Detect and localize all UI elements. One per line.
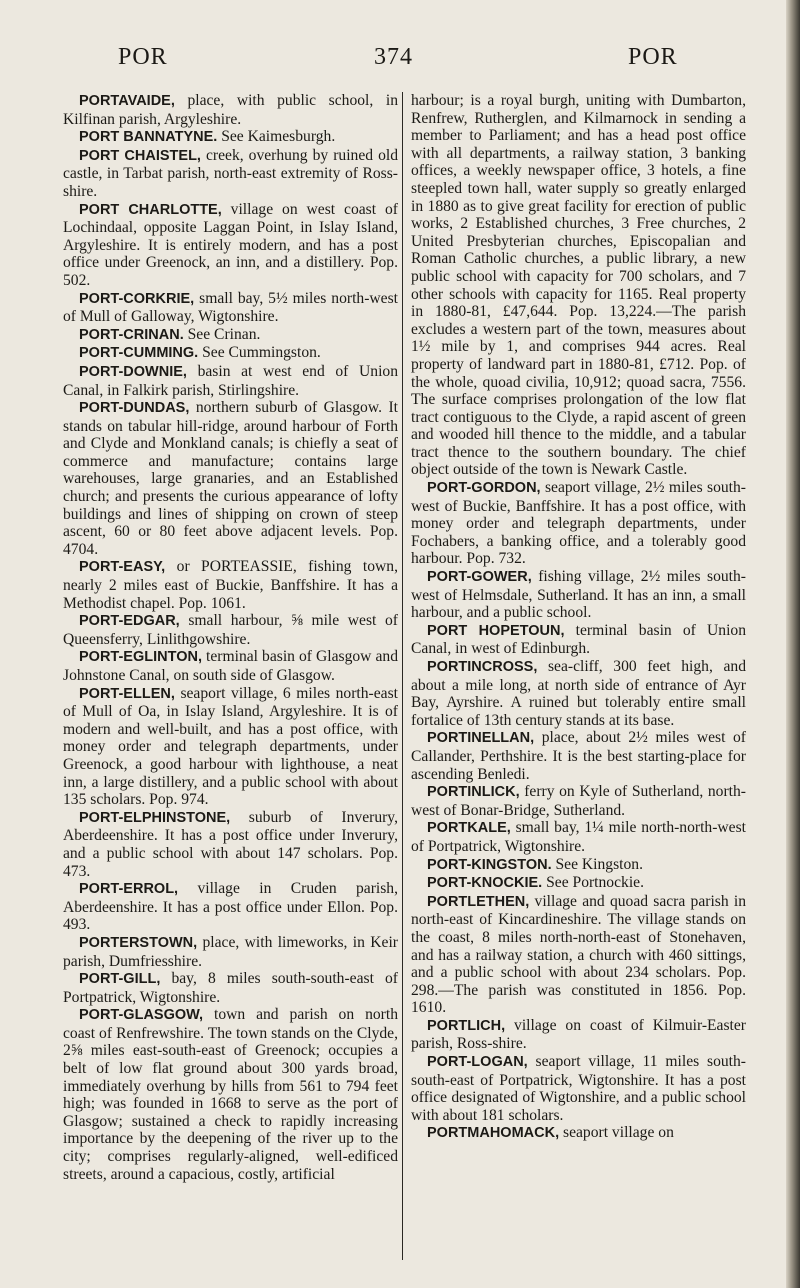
gazetteer-entry [63,558,398,612]
entry-headword: PORTLETHEN, [427,893,530,910]
gazetteer-entry [63,1006,398,1183]
gazetteer-entry [411,479,746,568]
entry-text: town and parish on north coast of Renfrewshire. The town stands on the Clyde, 2⅝ miles east-south-east of Greenock; occupies a belt of low flat ground about 300 yards broad, immediately overhung by hills from 561 to 794 feet high; was founded in 1668 to serve as the port of Glasgow; sustained a check to rapidly increasing importance by the deepening of the river up to the city; comprises regularly-aligned, well-edificed streets, around a capacious, costly, artificial [63,1006,398,1183]
entry-headword: PORTINELLAN, [427,730,535,747]
gazetteer-entry [63,344,398,363]
entry-headword: PORT-ELLEN, [79,685,175,702]
running-head-right: POR [628,44,678,70]
entry-headword: PORT-KNOCKIE. [427,875,543,892]
gazetteer-entry [63,685,398,809]
entry-headword: PORT-CORKRIE, [79,290,195,307]
gazetteer-entry [63,809,398,880]
entry-text: See Crinan. [183,325,261,343]
right-column [411,92,746,1143]
entry-text: See Kaimesburgh. [217,128,336,146]
entry-text: suburb of Inverury, Aberdeenshire. It has a post office under Inverury, and a public school with about 147 scholars. Pop. 473. [63,808,398,880]
gazetteer-entry [411,893,746,1017]
entry-text: place, with limeworks, in Keir parish, Dumfriesshire. [63,933,398,970]
entry-text: See Kingston. [551,855,644,873]
entry-headword: PORT-GORDON, [427,480,541,497]
entry-headword: PORT HOPETOUN, [427,622,565,639]
entry-headword: PORT-KINGSTON. [427,856,552,873]
gazetteer-entry [63,290,398,326]
entry-headword: PORT-EDGAR, [79,613,180,630]
entry-headword: PORTAVAIDE, [79,93,175,109]
gazetteer-entry [63,399,398,558]
entry-headword: PORT-LOGAN, [427,1054,528,1071]
entry-text: place, with public school, in Kilfinan parish, Argyleshire. [63,92,398,128]
gazetteer-entry [411,1017,746,1053]
entry-headword: PORT-DUNDAS, [79,400,190,417]
entry-text: small bay, 1¼ mile north-north-west of Portpatrick, Wigtonshire. [411,819,746,855]
entry-text: or PORTEASSIE, fishing town, nearly 2 miles east of Buckie, Banffshire. It has a Methodist chapel. Pop. 1061. [63,558,398,612]
gazetteer-entry [63,363,398,399]
entry-text: sea-cliff, 300 feet high, and about a mile long, at north side of entrance of Ayr Bay, Ayrshire. A ruined but tolerably entire small fortalice of 13th century stands at its base. [411,658,746,729]
entry-headword: PORTINCROSS, [427,659,538,675]
entry-headword: PORTLICH, [427,1017,506,1034]
entry-headword: PORT BANNATYNE. [79,129,218,146]
entry-headword: PORTERSTOWN, [79,934,198,951]
gazetteer-entry [411,783,746,819]
entry-text: small harbour, ⅝ mile west of Queensferry, Linlithgowshire. [63,612,398,648]
gazetteer-entry [411,92,746,479]
running-head-left: POR [118,44,168,70]
entry-headword: PORTINLICK, [427,784,520,801]
entry-text: seaport village, 11 miles south-south-east of Portpatrick, Wigtonshire. It has a post office designated of Wigtonshire, and a public school with about 181 scholars. [411,1053,746,1124]
gazetteer-entry [63,128,398,147]
column-divider [402,92,403,1260]
gazetteer-entry [411,658,746,729]
page-edge-shadow [786,0,800,1288]
entry-text: basin at west end of Union Canal, in Falkirk parish, Stirlingshire. [63,362,398,399]
entry-headword: PORT CHARLOTTE, [79,201,222,218]
entry-text: village and quoad sacra parish in north-east of Kincardineshire. The village stands on the coast, 8 miles north-north-east of Stonehaven, and has a railway station, a church with 460 sittings, and a public school with about 234 scholars. Pop. 298.—The parish was constituted in 1856. Pop. 1610. [411,892,746,1017]
entry-text: northern suburb of Glasgow. It stands on tabular hill-ridge, around harbour of Forth and Clyde and Monkland canals; is chiefly a seat of commerce and manufacture; contains large warehouses, large granaries, and an Established church; and presents the curious appearance of lofty buildings and lines of shipping on crown of steep ascent, 60 or 80 feet above adjacent levels. Pop. 4704. [63,399,398,558]
entry-text: See Portnockie. [542,874,644,892]
page-header [0,44,800,70]
entry-text: seaport village, 2½ miles south-west of Buckie, Banffshire. It has a post office, with money order and telegraph departments, under Fochabers, a banking office, and a tolerably good harbour. Pop. 732. [411,479,746,568]
entry-text: bay, 8 miles south-south-east of Portpatrick, Wigtonshire. [63,970,398,1006]
entry-text: terminal basin of Union Canal, in west of Edinburgh. [411,621,746,658]
gazetteer-entry [411,568,746,622]
entry-text: seaport village on [559,1124,674,1142]
gazetteer-entry [63,648,398,684]
entry-text: creek, overhung by ruined old castle, in Tarbat parish, north-east extremity of Ross-shire. [63,146,398,200]
entry-headword: PORTMAHOMACK, [427,1125,560,1142]
gazetteer-entry [411,622,746,658]
entry-headword: PORT-CRINAN. [79,326,184,343]
entry-text: See Cummingston. [198,344,321,362]
entry-headword: PORTKALE, [427,820,511,837]
entry-headword: PORT-ERROL, [79,881,179,898]
entry-text: seaport village, 6 miles north-east of Mull of Oa, in Islay Island, Argyleshire. It is of modern and well-built, and has a post office, with money order and telegraph departments, under Greenock, a good harbour with lighthouse, a neat inn, a large distillery, and a public school with about 135 scholars. Pop. 974. [63,684,398,809]
gazetteer-entry [411,874,746,893]
gazetteer-entry [63,612,398,648]
gazetteer-entry [63,934,398,970]
entry-text: village in Cruden parish, Aberdeenshire. It has a post office under Ellon. Pop. 493. [63,880,398,934]
page-number: 374 [374,44,413,70]
gazetteer-entry [63,880,398,934]
gazetteer-entry [411,856,746,875]
entry-headword: PORT-EASY, [79,559,166,576]
entry-headword: PORT-GOWER, [427,569,532,586]
gazetteer-entry [63,970,398,1006]
entry-text: village on west coast of Lochindaal, opposite Laggan Point, in Islay Island, Argyleshire. It is entirely modern, and has a post office under Greenock, an inn, and a distillery. Pop. 502. [63,200,398,289]
gazetteer-entry [63,201,398,290]
entry-headword: PORT-ELPHINSTONE, [79,809,231,826]
entry-headword: PORT CHAISTEL, [79,147,201,164]
entry-headword: PORT-DOWNIE, [79,363,187,380]
gazetteer-entry [63,92,398,128]
entry-headword: PORT-CUMMING. [79,345,199,362]
gazetteer-entry [411,819,746,855]
gazetteer-entry [411,1053,746,1124]
entry-headword: PORT-GILL, [79,971,161,988]
entry-headword: PORT-EGLINTON, [79,649,202,666]
entry-text: fishing village, 2½ miles south-west of Helmsdale, Sutherland. It has an inn, a small harbour, and a public school. [411,568,746,622]
entry-text: ferry on Kyle of Sutherland, north-west of Bonar-Bridge, Sutherland. [411,783,746,819]
gazetteer-entry [411,1124,746,1143]
entry-text: village on coast of Kilmuir-Easter parish, Ross-shire. [411,1016,746,1053]
entry-text: terminal basin of Glasgow and Johnstone Canal, on south side of Glasgow. [63,648,398,684]
entry-text: small bay, 5½ miles north-west of Mull of Galloway, Wigtonshire. [63,289,398,326]
entry-headword: PORT-GLASGOW, [79,1007,204,1024]
left-column [63,92,398,1183]
entry-text: harbour; is a royal burgh, uniting with Dumbarton, Renfrew, Rutherglen, and Kilmarnock in sending a member to Parliament; and has a head post office with all departments, a railway station, 3 banking offices, a weekly newspaper office, 3 hotels, a fine steepled town hall, water supply so greatly enlarged in 1880 as to give great facility for erection of public works, 2 Established churches, 3 Free churches, 2 United Presbyterian churches, Episcopalian and Roman Catholic churches, a public library, a new public school with capacity for 700 scholars, and 7 other schools with capacity for 1165. Real property in 1880-81, £47,644. Pop. 13,224.—The parish excludes a western part of the town, measures about 1½ mile by 1, and comprises 944 acres. Real property of landward part in 1880-81, £712. Pop. of the whole, quoad civilia, 10,912; quoad sacra, 7556. The surface comprises prolongation of the low flat tract contiguous to the Clyde, a rapid ascent of green and wooded hill thence to the middle, and a tabular tract thence to the southern boundary. The chief object outside of the town is Newark Castle. [411,92,746,479]
entry-text: place, about 2½ miles west of Callander, Perthshire. It is the best starting-place for ascending Benledi. [411,729,746,783]
gazetteer-entry [411,729,746,783]
gazetteer-entry [63,147,398,201]
gazetteer-entry [63,326,398,345]
